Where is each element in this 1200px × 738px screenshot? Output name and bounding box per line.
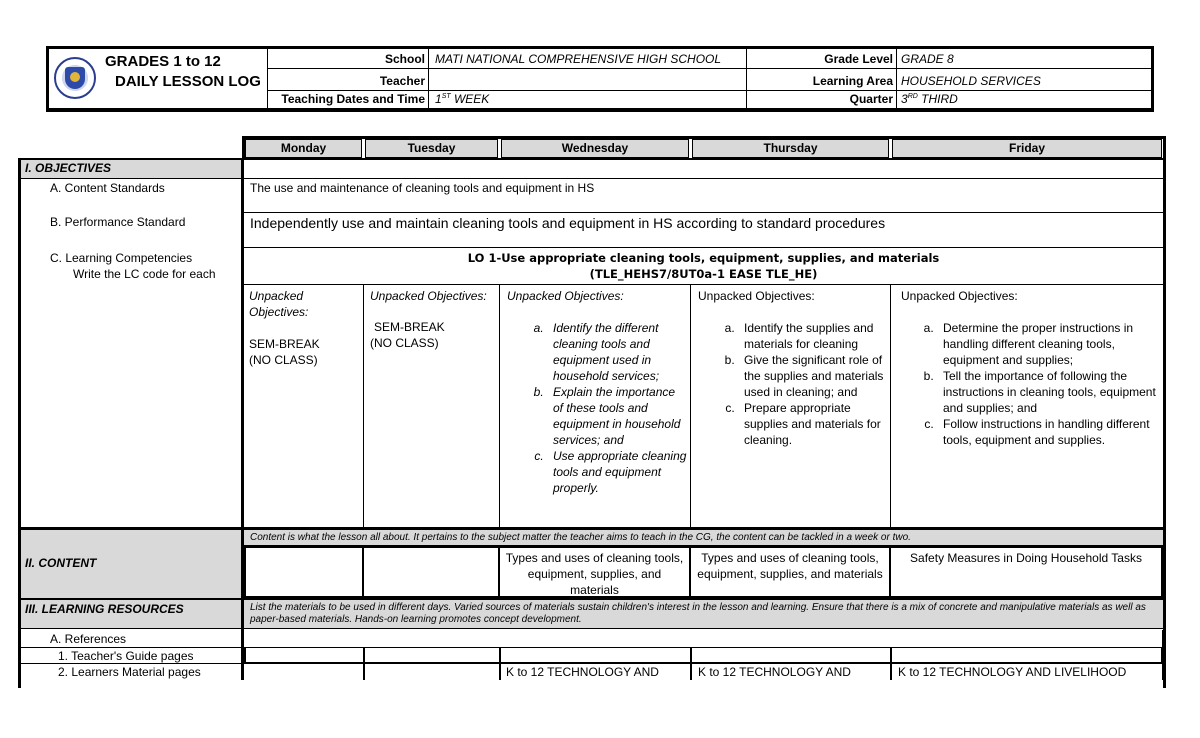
teachers-guide-row	[244, 647, 1163, 663]
learning-area-value: HOUSEHOLD SERVICES	[901, 74, 1041, 88]
wednesday-objectives: Unpacked Objectives: a. Identify the different cleaning tools and equipment used in household services; b. Explain the importance of these tools and equipment in household services; and c. Use appropriate cleaning tools and equipment properly.	[507, 288, 687, 496]
thursday-objectives: Unpacked Objectives: a. Identify the supplies and materials for cleaning b. Give the significant role of the supplies and materials used in cleaning; and c. Prepare appropriate supplies and materials for cleaning.	[698, 288, 888, 448]
list-item: b. Explain the importance of these tools and equipment in household services; and	[547, 384, 687, 448]
divider	[890, 285, 891, 528]
teaching-dates-label: Teaching Dates and Time	[281, 92, 425, 106]
grades-title: GRADES 1 to 12	[105, 53, 221, 70]
divider	[363, 285, 364, 528]
references-label: A. References	[50, 632, 127, 646]
right-border	[1162, 630, 1165, 680]
quarter-label: Quarter	[849, 92, 893, 106]
content-wednesday: Types and uses of cleaning tools, equipment, supplies, and materials	[500, 546, 691, 598]
grade-level-value: GRADE 8	[901, 52, 954, 66]
divider	[244, 178, 1163, 179]
learning-area-label: Learning Area	[812, 74, 893, 88]
daily-lesson-log-title: DAILY LESSON LOG	[115, 73, 261, 90]
day-wednesday: Wednesday	[501, 139, 689, 158]
list-item: b. Tell the importance of following the instructions in cleaning tools, equipment and supplies; and	[937, 368, 1159, 416]
school-label: School	[384, 52, 425, 66]
list-item: a. Identify the different cleaning tools and equipment used in household services;	[547, 320, 687, 384]
tuesday-objectives: Unpacked Objectives: SEM-BREAK (NO CLASS)	[370, 289, 487, 350]
school-value: MATI NATIONAL COMPREHENSIVE HIGH SCHOOL	[435, 52, 722, 66]
monday-objectives: Unpacked Objectives: SEM-BREAK (NO CLASS)	[249, 289, 320, 367]
quarter-value: 3RD THIRD	[901, 92, 958, 106]
grade-level-label: Grade Level	[824, 52, 893, 66]
list-item: c. Use appropriate cleaning tools and equipment properly.	[547, 448, 687, 496]
divider	[21, 628, 1163, 629]
list-item: a. Determine the proper instructions in handling different cleaning tools, equipment and supplies;	[937, 320, 1159, 368]
day-tuesday: Tuesday	[365, 139, 498, 158]
divider	[690, 285, 691, 528]
learners-material-friday: K to 12 TECHNOLOGY AND LIVELIHOOD	[898, 665, 1127, 679]
content-friday: Safety Measures in Doing Household Tasks	[891, 546, 1163, 598]
learning-competencies-label: C. Learning Competencies Write the LC code for each	[50, 251, 216, 281]
content-note: Content is what the lesson all about. It pertains to the subject matter the teacher aims to teach in the CG, the content can be tackled in a week or two.	[244, 530, 1163, 545]
content-monday	[244, 546, 364, 598]
content-standards-value: The use and maintenance of cleaning tools and equipment in HS	[250, 181, 595, 195]
content-thursday: Types and uses of cleaning tools, equipment, supplies, and materials	[691, 546, 891, 598]
resources-heading: III. LEARNING RESOURCES	[25, 602, 184, 616]
friday-objectives: Unpacked Objectives: a. Determine the proper instructions in handling different cleaning tools, equipment and supplies; b. Tell the importance of following the instructions in cleaning tools, equipment and supplies; and c. Follow instructions in handling different tools, equipment and supplies.	[901, 288, 1159, 448]
learners-material-label: 2. Learners Material pages	[58, 665, 201, 679]
learning-objective-lo1: LO 1-Use appropriate cleaning tools, equipment, supplies, and materials (TLE_HEHS7/8UT0a-1 EASE TLE_HE)	[467, 251, 940, 281]
performance-standard-value: Independently use and maintain cleaning tools and equipment in HS according to standard procedures	[250, 215, 886, 231]
day-friday: Friday	[892, 139, 1162, 158]
teacher-label: Teacher	[379, 74, 425, 88]
objectives-heading: I. OBJECTIVES	[21, 160, 241, 179]
list-item: c. Prepare appropriate supplies and materials for cleaning.	[738, 400, 888, 448]
learners-material-wednesday: K to 12 TECHNOLOGY AND	[506, 665, 659, 679]
list-item: c. Follow instructions in handling different tools, equipment and supplies.	[937, 416, 1159, 448]
content-standards-label: A. Content Standards	[50, 181, 165, 195]
resources-note: List the materials to be used in different days. Varied sources of materials sustain children's interest in the lesson and learning. Ensure that there is a mix of concrete and manipulative materials as well as paper-based materials. Hands-on learning promotes concept development.	[244, 600, 1163, 628]
learners-material-thursday: K to 12 TECHNOLOGY AND	[698, 665, 851, 679]
content-heading: II. CONTENT	[25, 556, 97, 570]
divider	[244, 284, 1163, 285]
list-item: b. Give the significant role of the supplies and materials used in cleaning; and	[738, 352, 888, 400]
content-tuesday	[364, 546, 500, 598]
day-thursday: Thursday	[692, 139, 889, 158]
divider	[244, 212, 1163, 213]
divider	[244, 247, 1163, 248]
list-item: a. Identify the supplies and materials for cleaning	[738, 320, 888, 352]
performance-standard-label: B. Performance Standard	[50, 215, 186, 229]
teachers-guide-label: 1. Teacher's Guide pages	[58, 649, 194, 663]
day-monday: Monday	[245, 139, 362, 158]
divider	[499, 285, 500, 528]
teaching-dates-value: 1ST WEEK	[435, 92, 490, 106]
